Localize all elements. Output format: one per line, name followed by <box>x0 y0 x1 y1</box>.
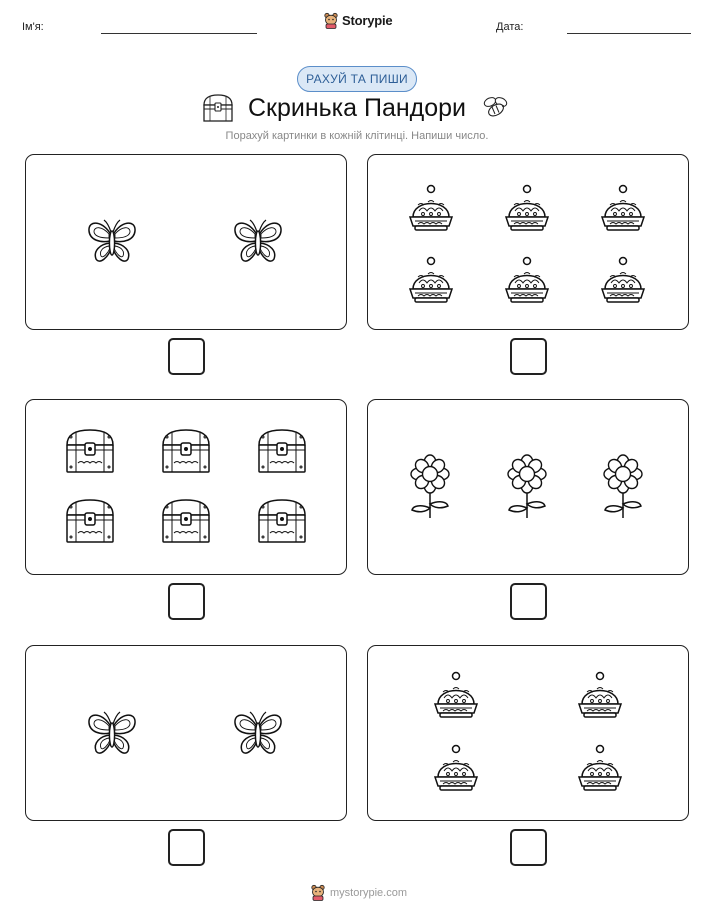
flower-icon <box>502 454 552 525</box>
name-line[interactable] <box>101 33 257 34</box>
treasure-chest-icon <box>158 425 214 482</box>
flower-icon <box>598 454 648 525</box>
cake-dome-icon <box>403 255 459 312</box>
butterfly-icon <box>84 213 140 274</box>
treasure-chest-icon <box>254 495 310 552</box>
answer-box-5[interactable] <box>168 829 205 866</box>
butterfly-icon <box>230 705 286 766</box>
counting-cell-1 <box>25 154 347 330</box>
answer-box-6[interactable] <box>510 829 547 866</box>
cake-dome-icon <box>499 255 555 312</box>
date-label: Дата: <box>496 21 524 33</box>
footer <box>310 884 407 901</box>
instruction-text: Порахуй картинки в кожній клітинці. Напиши число. <box>225 130 489 142</box>
brand-name: Storypie <box>342 13 393 28</box>
cake-dome-icon <box>595 255 651 312</box>
cake-dome-icon <box>572 743 628 800</box>
answer-box-3[interactable] <box>168 583 205 620</box>
cake-dome-icon <box>499 183 555 240</box>
treasure-chest-icon <box>158 495 214 552</box>
butterfly-icon <box>230 213 286 274</box>
cake-dome-icon <box>428 670 484 727</box>
treasure-chest-icon <box>62 425 118 482</box>
cake-dome-icon <box>572 670 628 727</box>
cake-dome-icon <box>403 183 459 240</box>
date-line[interactable] <box>567 33 691 34</box>
flower-icon <box>405 454 455 525</box>
cake-dome-icon <box>595 183 651 240</box>
butterfly-icon <box>84 705 140 766</box>
page-title: Скринька Пандори <box>247 94 467 122</box>
answer-box-1[interactable] <box>168 338 205 375</box>
footer-site: mystorypie.com <box>330 886 408 899</box>
answer-box-2[interactable] <box>510 338 547 375</box>
answer-box-4[interactable] <box>510 583 547 620</box>
name-label: Ім'я: <box>22 21 44 33</box>
mascot-icon <box>310 884 326 901</box>
counting-cell-5 <box>25 645 347 821</box>
brand-logo <box>323 12 392 29</box>
mascot-icon <box>323 12 339 29</box>
cake-dome-icon <box>428 743 484 800</box>
counting-cell-6 <box>367 645 689 821</box>
bee-icon <box>481 95 511 119</box>
worksheet-badge: РАХУЙ ТА ПИШИ <box>297 66 417 92</box>
treasure-chest-icon <box>62 495 118 552</box>
treasure-chest-icon <box>254 425 310 482</box>
